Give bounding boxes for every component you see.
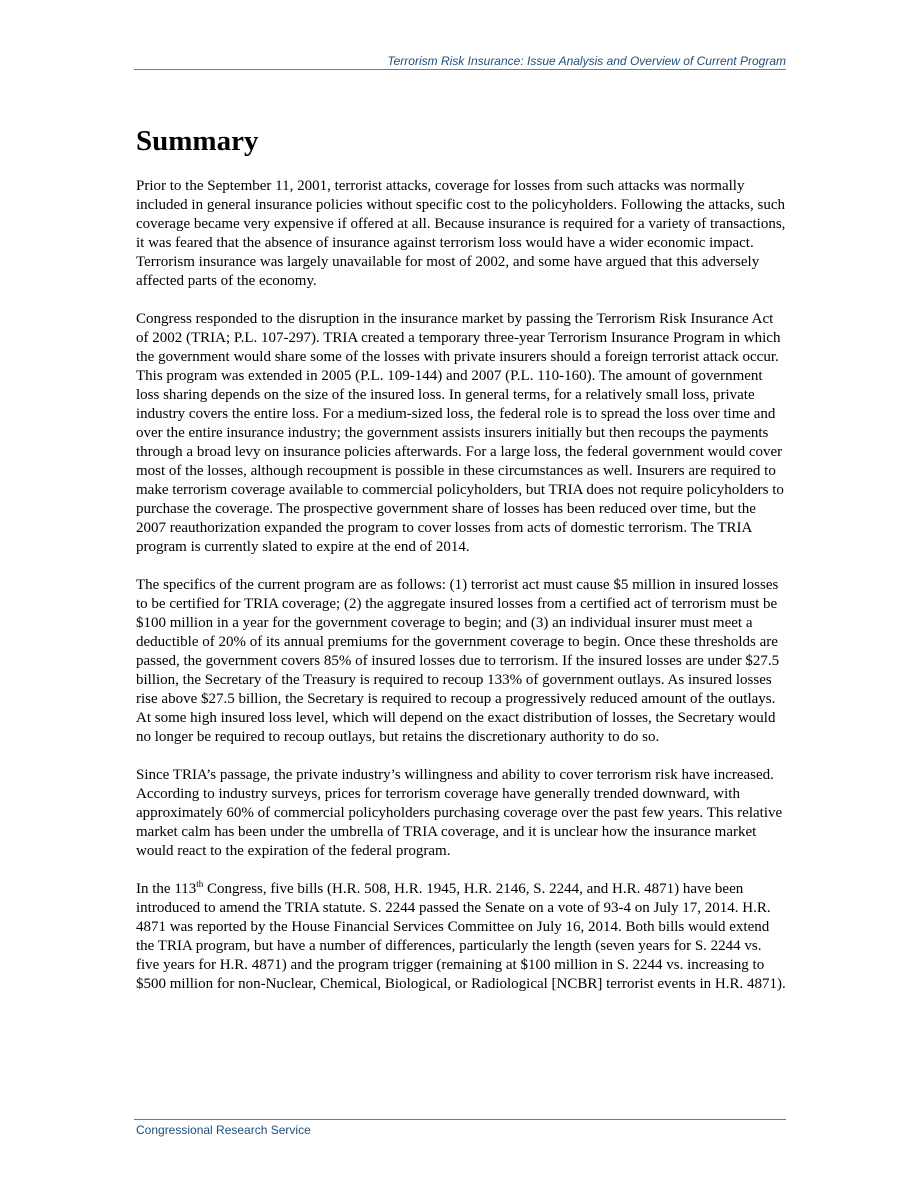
running-header-title: Terrorism Risk Insurance: Issue Analysis and Overview of Current Program <box>387 54 786 68</box>
footer-organization: Congressional Research Service <box>136 1123 311 1137</box>
summary-paragraph-4: Since TRIA’s passage, the private industry’s willingness and ability to cover terrorism risk have increased. According to industry surveys, prices for terrorism coverage have generally trended downward, with approximately 60% of commercial policyholders purchasing coverage over the past few years. This relative market calm has been under the umbrella of TRIA coverage, and it is unclear how the insurance market would react to the expiration of the federal program. <box>136 767 783 859</box>
paragraph-5-lead: In the 113 <box>136 881 197 897</box>
ordinal-superscript: th <box>196 879 204 889</box>
summary-body <box>136 177 788 1013</box>
summary-paragraph-2: Congress responded to the disruption in the insurance market by passing the Terrorism Risk Insurance Act of 2002 (TRIA; P.L. 107-297). TRIA created a temporary three-year Terrorism Insurance Program in which the government would share some of the losses with private insurers should a foreign terrorist attack occur. This program was extended in 2005 (P.L. 109-144) and 2007 (P.L. 110-160). The amount of government loss sharing depends on the size of the insured loss. In general terms, for a relatively small loss, private industry covers the entire loss. For a medium-sized loss, the federal role is to spread the loss over time and over the entire insurance industry; the government assists insurers initially but then recoups the payments through a broad levy on insurance policies afterwards. For a large loss, the federal government would cover most of the losses, although recoupment is possible in these circumstances as well. Insurers are required to make terrorism coverage available to commercial policyholders, but TRIA does not require policyholders to purchase the coverage. The prospective government share of losses has been reduced over time, but the 2007 reauthorization expanded the program to cover losses from acts of domestic terrorism. The TRIA program is currently slated to expire at the end of 2014. <box>136 311 784 555</box>
page-title: Summary <box>136 125 259 157</box>
summary-paragraph-3: The specifics of the current program are as follows: (1) terrorist act must cause $5 million in insured losses to be certified for TRIA coverage; (2) the aggregate insured losses from a certified act of terrorism must be $100 million in a year for the government coverage to begin; and (3) an individual insurer must meet a deductible of 20% of its annual premiums for the government coverage to begin. Once these thresholds are passed, the government covers 85% of insured losses due to terrorism. If the insured losses are under $27.5 billion, the Secretary of the Treasury is required to recoup 133% of government outlays. As insured losses rise above $27.5 billion, the Secretary is required to recoup a progressively reduced amount of the outlays. At some high insured loss level, which will depend on the exact distribution of losses, the Secretary would no longer be required to recoup outlays, but retains the discretionary authority to do so. <box>136 577 780 745</box>
summary-paragraph-1: Prior to the September 11, 2001, terrorist attacks, coverage for losses from such attacks was normally included in general insurance policies without specific cost to the policyholders. Following the attacks, such coverage became very expensive if offered at all. Because insurance is required for a variety of transactions, it was feared that the absence of insurance against terrorism loss would have a wider economic impact. Terrorism insurance was largely unavailable for most of 2002, and some have argued that this adversely affected parts of the economy. <box>136 178 786 289</box>
footer-divider <box>134 1119 786 1120</box>
summary-paragraph-5 <box>136 880 788 994</box>
header-divider <box>134 69 786 70</box>
paragraph-5-rest: Congress, five bills (H.R. 508, H.R. 1945, H.R. 2146, S. 2244, and H.R. 4871) have been introduced to amend the TRIA statute. S. 2244 passed the Senate on a vote of 93-4 on July 17, 2014. H.R. 4871 was reported by the House Financial Services Committee on July 16, 2014. Both bills would extend the TRIA program, but have a number of differences, particularly the length (seven years for S. 2244 vs. five years for H.R. 4871) and the program trigger (remaining at $100 million in S. 2244 vs. increasing to $500 million for non-Nuclear, Chemical, Biological, or Radiological [NCBR] terrorist events in H.R. 4871). <box>136 881 786 992</box>
